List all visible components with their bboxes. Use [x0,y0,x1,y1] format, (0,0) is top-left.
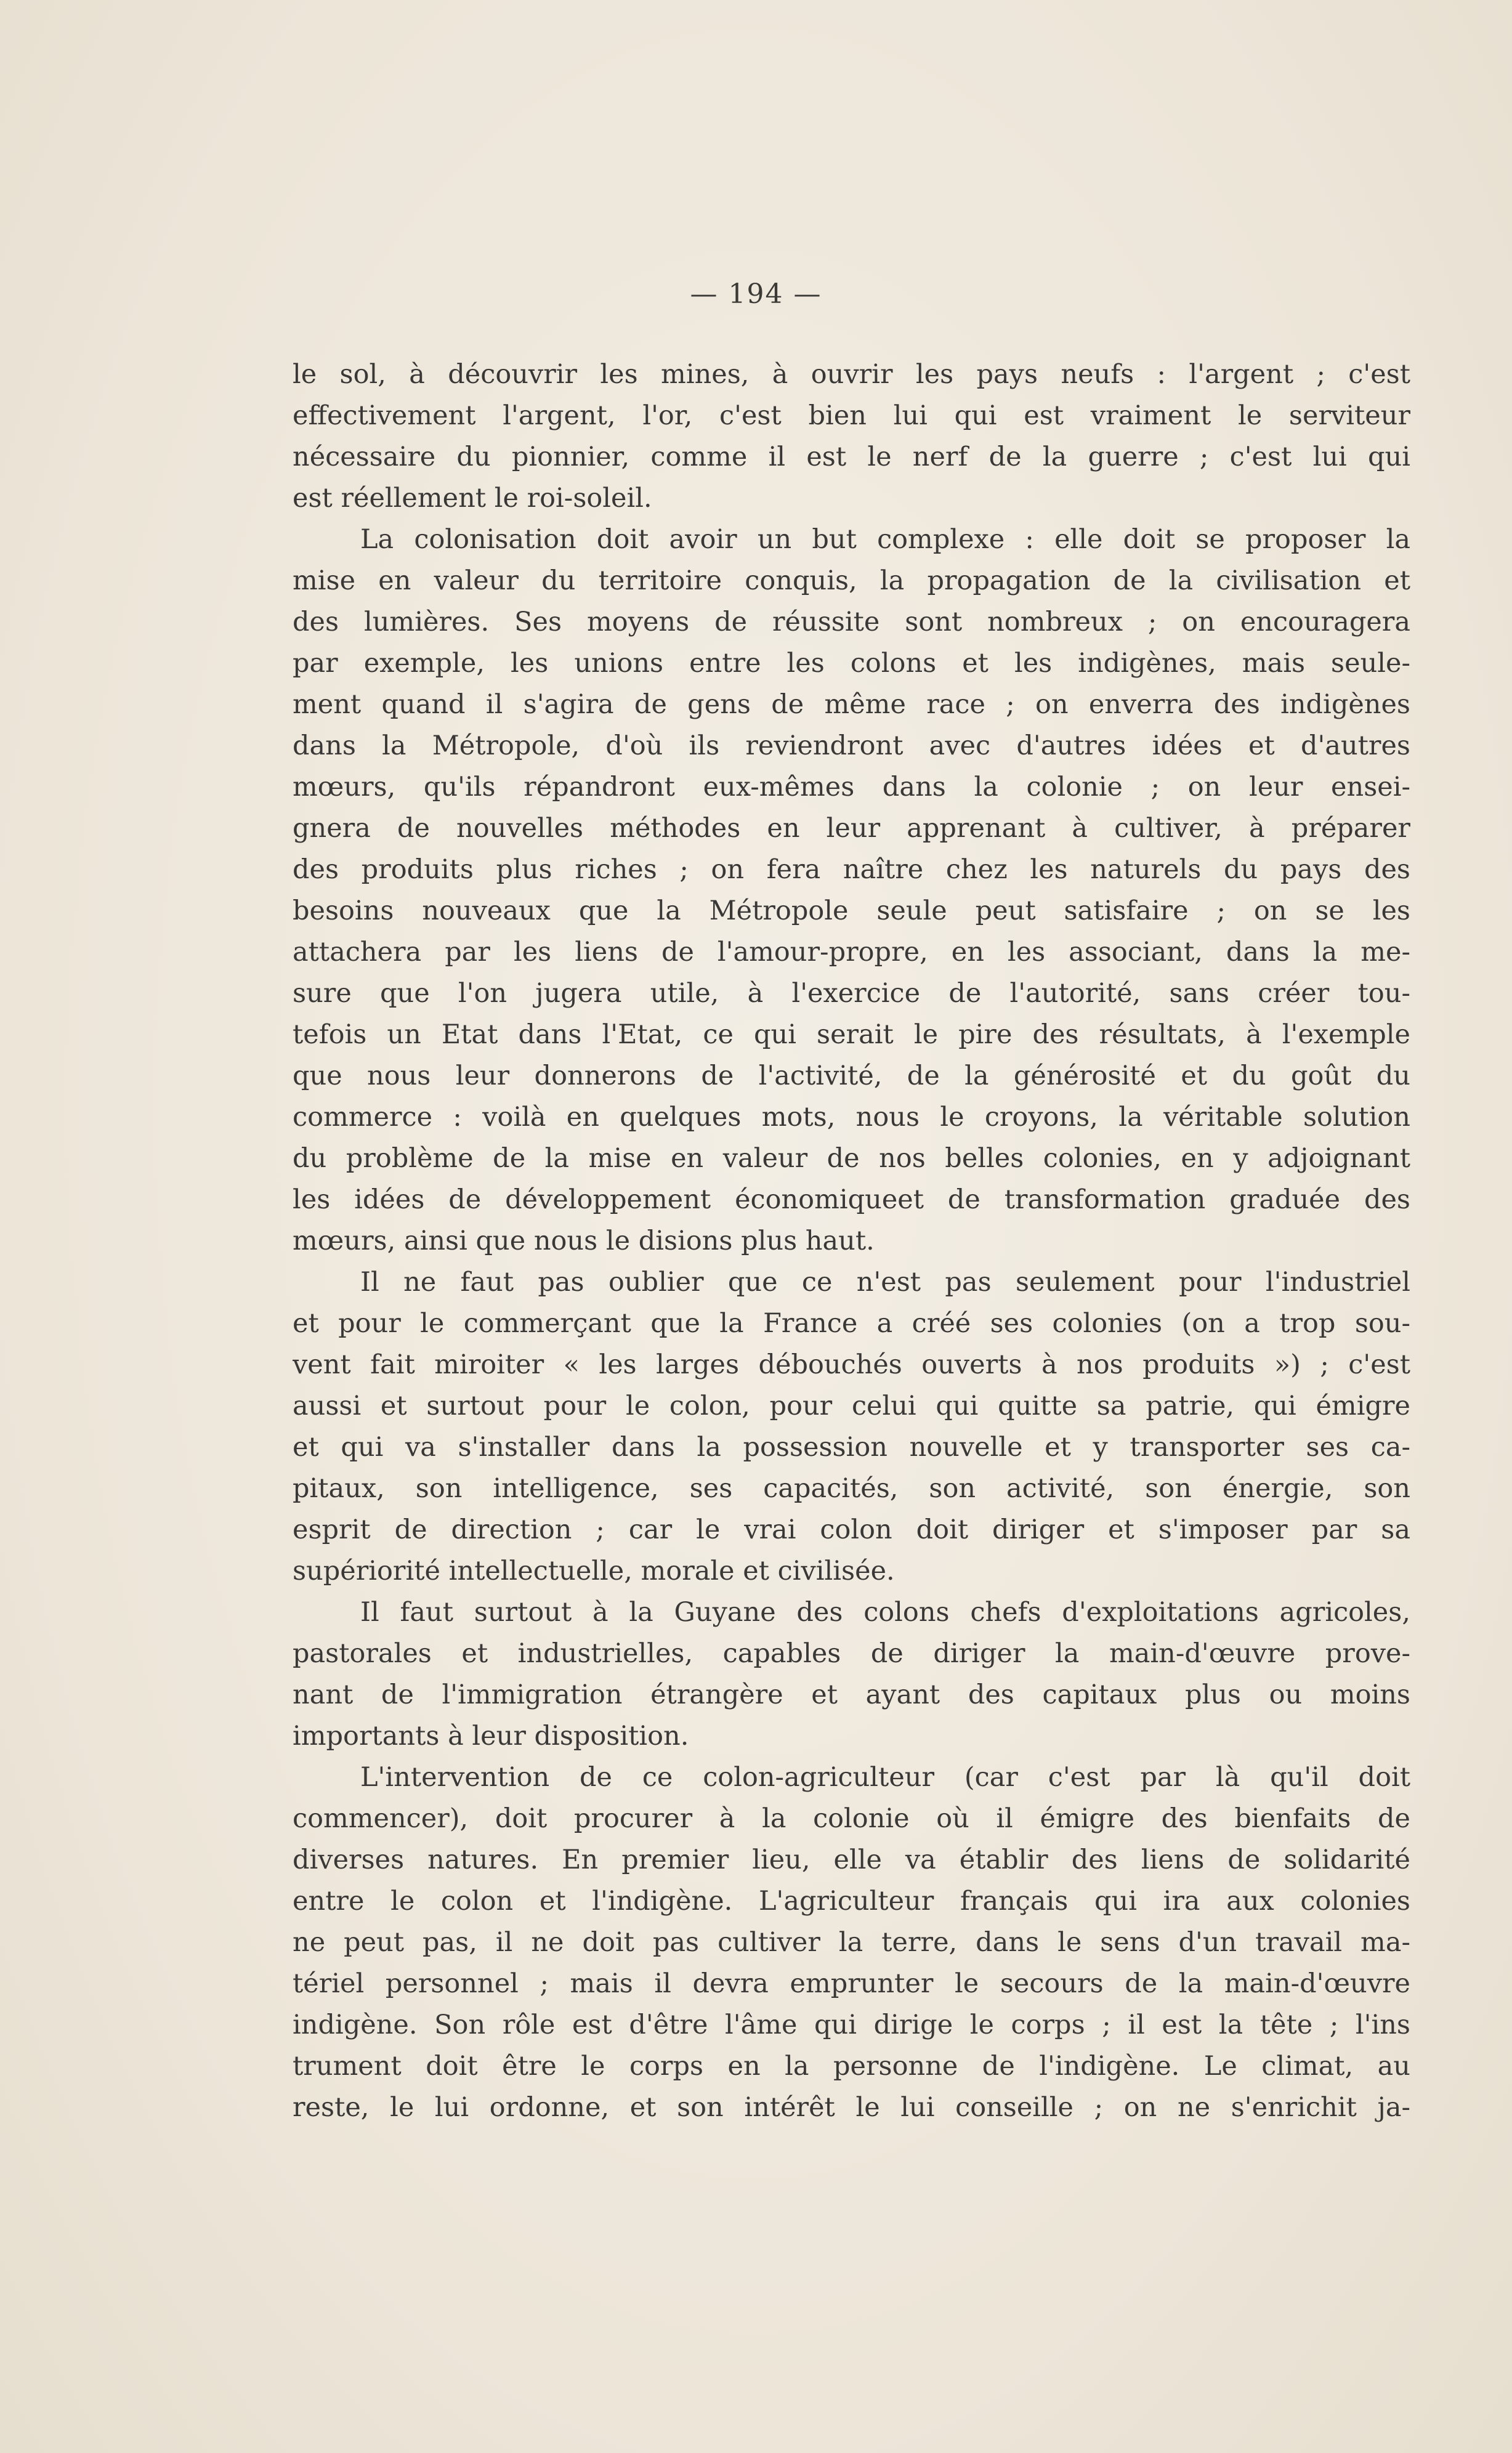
text-line: Il faut surtout à la Guyane des colons chefs d'exploitations agricoles, [360,1597,1410,1628]
text-line: commencer), doit procurer à la colonie où il émigre des bienfaits de [293,1803,1410,1834]
text-line: que nous leur donnerons de l'activité, de la générosité et du goût du [293,1061,1410,1091]
text-line: tefois un Etat dans l'Etat, ce qui serait le pire des résultats, à l'exemple [293,1019,1410,1050]
text-line: est réellement le roi-soleil. [293,483,652,514]
text-line: esprit de direction ; car le vrai colon doit diriger et s'imposer par sa [293,1514,1410,1545]
text-line: L'intervention de ce colon-agriculteur (car c'est par là qu'il doit [360,1762,1410,1793]
text-line: trument doit être le corps en la personne de l'indigène. Le climat, au [293,2051,1410,2082]
text-line: La colonisation doit avoir un but complexe : elle doit se proposer la [360,524,1410,555]
text-line: entre le colon et l'indigène. L'agriculteur français qui ira aux colonies [293,1886,1410,1917]
text-line: vent fait miroiter « les larges débouchés ouverts à nos produits ») ; c'est [293,1349,1410,1380]
text-line: pastorales et industrielles, capables de diriger la main-d'œuvre prove- [293,1638,1410,1669]
text-line: pitaux, son intelligence, ses capacités, son activité, son énergie, son [293,1473,1410,1504]
text-line: attachera par les liens de l'amour-propre, en les associant, dans la me- [293,937,1410,968]
text-line: mœurs, qu'ils répandront eux-mêmes dans la colonie ; on leur ensei- [293,772,1410,802]
text-line: et qui va s'installer dans la possession nouvelle et y transporter ses ca- [293,1432,1410,1463]
text-line: besoins nouveaux que la Métropole seule peut satisfaire ; on se les [293,895,1410,926]
text-line: effectivement l'argent, l'or, c'est bien lui qui est vraiment le serviteur [293,400,1410,431]
text-line: sure que l'on jugera utile, à l'exercice de l'autorité, sans créer tou- [293,978,1410,1009]
text-line: nant de l'immigration étrangère et ayant des capitaux plus ou moins [293,1679,1410,1710]
text-line: gnera de nouvelles méthodes en leur apprenant à cultiver, à préparer [293,813,1410,844]
text-line: reste, le lui ordonne, et son intérêt le lui conseille ; on ne s'enrichit ja- [293,2092,1410,2123]
text-line: du problème de la mise en valeur de nos belles colonies, en y adjoignant [293,1143,1410,1174]
page-number: — 194 — [690,278,822,310]
text-line: le sol, à découvrir les mines, à ouvrir les pays neufs : l'argent ; c'est [293,359,1410,390]
text-line: Il ne faut pas oublier que ce n'est pas seulement pour l'industriel [360,1267,1410,1298]
text-line: diverses natures. En premier lieu, elle va établir des liens de solidarité [293,1845,1410,1875]
text-line: indigène. Son rôle est d'être l'âme qui dirige le corps ; il est la tête ; l'ins [293,2010,1410,2040]
text-line: supériorité intellectuelle, morale et civilisée. [293,1556,895,1586]
text-line: ment quand il s'agira de gens de même race ; on enverra des indigènes [293,689,1410,720]
text-line: tériel personnel ; mais il devra emprunter le secours de la main-d'œuvre [293,1968,1410,1999]
text-line: mise en valeur du territoire conquis, la propagation de la civilisation et [293,565,1410,596]
text-line: commerce : voilà en quelques mots, nous le croyons, la véritable solution [293,1102,1410,1133]
text-line: mœurs, ainsi que nous le disions plus haut. [293,1226,875,1256]
text-line: dans la Métropole, d'où ils reviendront avec d'autres idées et d'autres [293,730,1410,761]
text-line: des lumières. Ses moyens de réussite sont nombreux ; on encouragera [293,607,1410,637]
text-line: ne peut pas, il ne doit pas cultiver la terre, dans le sens d'un travail ma- [293,1927,1410,1958]
text-line: par exemple, les unions entre les colons et les indigènes, mais seule- [293,648,1410,679]
text-line: les idées de développement économiqueet de transformation graduée des [293,1184,1410,1215]
text-line: et pour le commerçant que la France a créé ses colonies (on a trop sou- [293,1308,1410,1339]
text-line: des produits plus riches ; on fera naître chez les naturels du pays des [293,854,1410,885]
body-text [293,354,1410,2128]
text-line: nécessaire du pionnier, comme il est le nerf de la guerre ; c'est lui qui [293,442,1410,472]
text-line: importants à leur disposition. [293,1721,689,1752]
text-line: aussi et surtout pour le colon, pour celui qui quitte sa patrie, qui émigre [293,1391,1410,1421]
